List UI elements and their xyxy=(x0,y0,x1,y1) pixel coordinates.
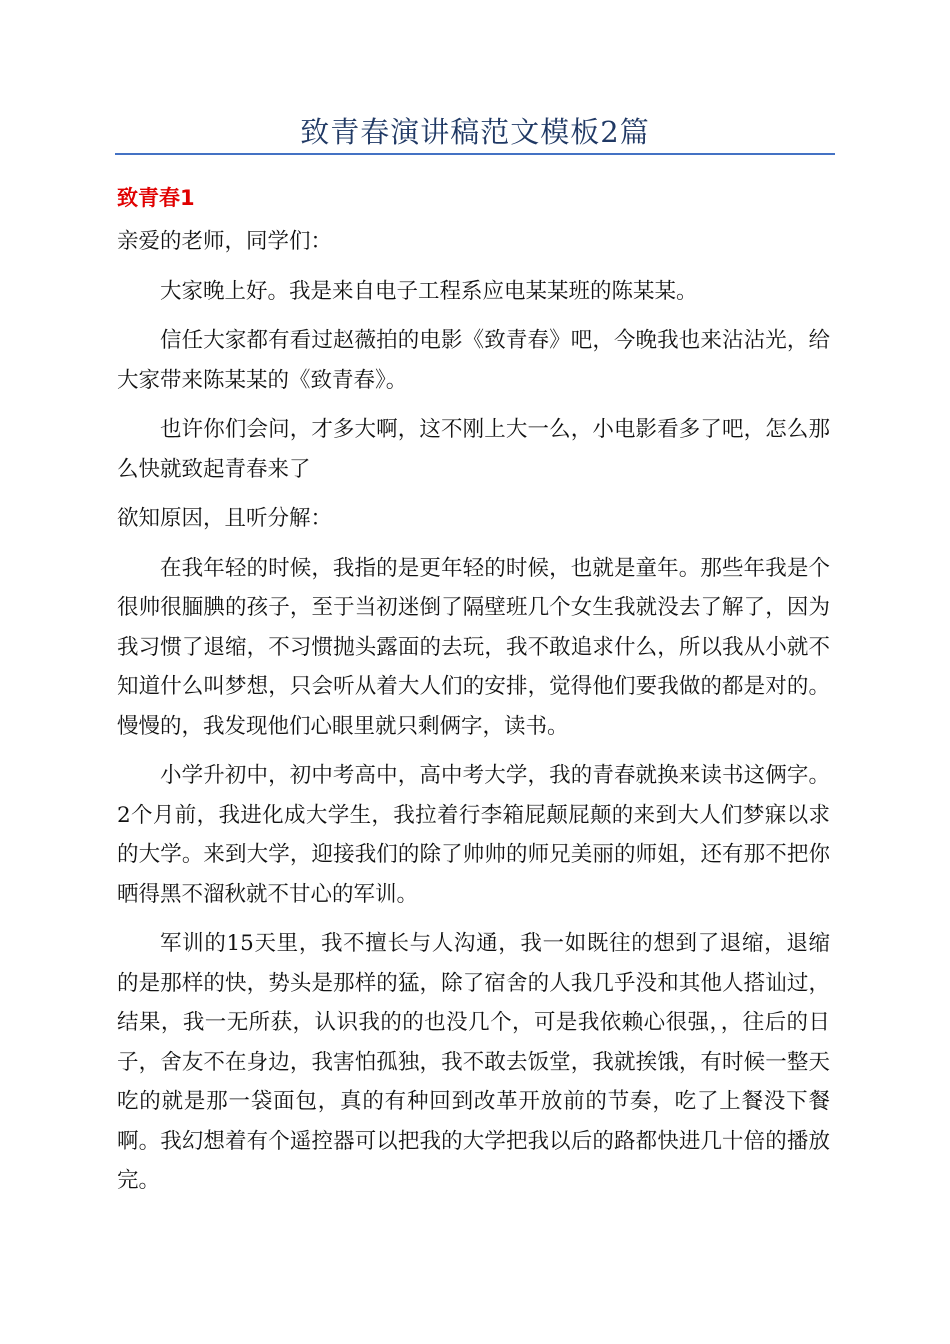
document-title: 致青春演讲稿范文模板2篇 xyxy=(300,115,650,149)
paragraph: 军训的15天里，我不擅长与人沟通，我一如既往的想到了退缩，退缩的是那样的快，势头是那样的猛，除了宿舍的人我几乎没和其他人搭讪过，结果，我一无所获，认识我的的也没几个，可是我依赖心很强，，往后的日子，舍友不在身边，我害怕孤独，我不敢去饭堂，我就挨饿，有时候一整天吃的就是那一袋面包，真的有种回到改革开放前的节奏，吃了上餐没下餐啊。我幻想着有个遥控器可以把我的大学把我以后的路都快进几十倍的播放完。 xyxy=(117,931,830,1193)
title-underline xyxy=(115,153,835,155)
paragraph-salutation: 亲爱的老师，同学们： xyxy=(117,229,333,254)
paragraph: 在我年轻的时候，我指的是更年轻的时候，也就是童年。那些年我是个很帅很腼腆的孩子，至于当初迷倒了隔壁班几个女生我就没去了解了，因为我习惯了退缩，不习惯抛头露面的去玩，我不敢追求什么，所以我从小就不知道什么叫梦想，只会听从着大人们的安排，觉得他们要我做的都是对的。慢慢的，我发现他们心眼里就只剩俩字，读书。 xyxy=(117,555,830,739)
paragraph: 小学升初中，初中考高中，高中考大学，我的青春就换来读书这俩字。2个月前，我进化成大学生，我拉着行李箱屁颠屁颠的来到大人们梦寐以求的大学。来到大学，迎接我们的除了帅帅的师兄美丽的师姐，还有那不把你晒得黑不溜秋就不甘心的军训。 xyxy=(117,763,830,907)
document-body xyxy=(117,222,830,1201)
paragraph: 信任大家都有看过赵薇拍的电影《致青春》吧，今晚我也来沾沾光，给大家带来陈某某的《致青春》。 xyxy=(117,328,830,393)
paragraph: 欲知原因，且听分解： xyxy=(117,506,333,531)
section-heading: 致青春1 xyxy=(117,186,195,210)
paragraph: 大家晚上好。我是来自电子工程系应电某某班的陈某某。 xyxy=(160,278,698,304)
paragraph: 也许你们会问，才多大啊，这不刚上大一么，小电影看多了吧，怎么那么快就致起青春来了 xyxy=(117,417,830,482)
